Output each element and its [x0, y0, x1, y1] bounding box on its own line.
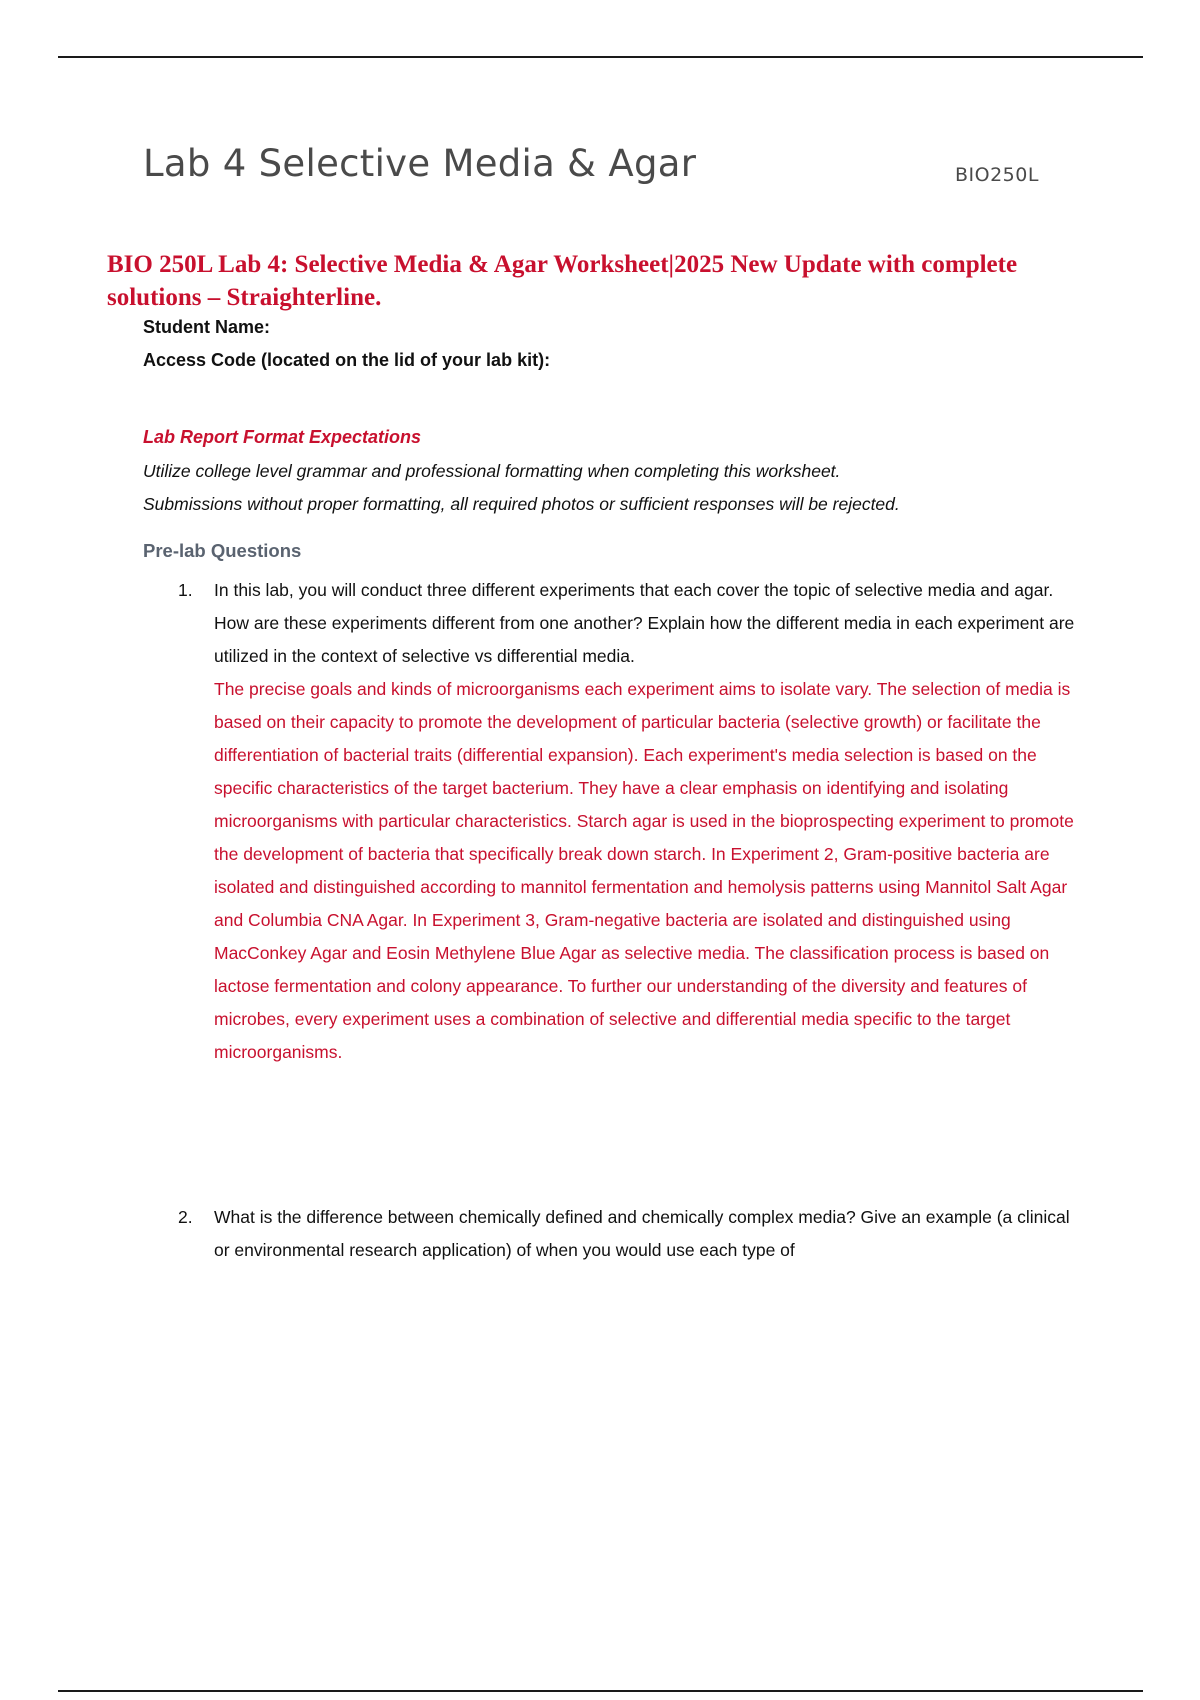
question-text: What is the difference between chemically defined and chemically complex media? Give an example (a clinical or environmental research application) of when you would use each type of [214, 1207, 1070, 1260]
document-heading: BIO 250L Lab 4: Selective Media & Agar Worksheet|2025 New Update with complete solutions – Straighterline. [107, 251, 1018, 311]
course-code: BIO250L [955, 164, 1039, 186]
question-item [178, 574, 1078, 1069]
question-number: 2. [178, 1207, 193, 1227]
answer-text: The precise goals and kinds of microorganisms each experiment aims to isolate vary. The selection of media is based on their capacity to promote the development of particular bacteria (selective growth) or facilitate the differentiation of bacterial traits (differential expansion). Each experiment's media selection is based on the specific characteristics of the target bacterium. They have a clear emphasis on identifying and isolating microorganisms with particular characteristics. Starch agar is used in the bioprospecting experiment to promote the development of bacteria that specifically break down starch. In Experiment 2, Gram-positive bacteria are isolated and distinguished according to mannitol fermentation and hemolysis patterns using Mannitol Salt Agar and Columbia CNA Agar. In Experiment 3, Gram-negative bacteria are isolated and distinguished using MacConkey Agar and Eosin Methylene Blue Agar as selective media. The classification process is based on lactose fermentation and colony appearance. To further our understanding of the diversity and features of microbes, every experiment uses a combination of selective and differential media specific to the target microorganisms. [214, 679, 1074, 1062]
question-item [178, 1201, 1078, 1267]
question-number: 1. [178, 580, 193, 600]
format-expectation-line: Submissions without proper formatting, all required photos or sufficient responses will be rejected. [143, 494, 900, 514]
question-text: In this lab, you will conduct three different experiments that each cover the topic of selective media and agar. How are these experiments different from one another? Explain how the different media in each experiment are utilized in the context of selective vs differential media. [214, 580, 1075, 666]
header-title: Lab 4 Selective Media & Agar [143, 142, 697, 185]
prelab-questions-title: Pre-lab Questions [143, 540, 302, 561]
access-code-label: Access Code (located on the lid of your lab kit): [143, 350, 551, 370]
format-expectation-line: Utilize college level grammar and professional formatting when completing this worksheet. [143, 461, 841, 481]
format-expectations-title: Lab Report Format Expectations [143, 427, 422, 447]
question-body [214, 1201, 1078, 1267]
top-rule [58, 56, 1143, 58]
student-name-label: Student Name: [143, 317, 271, 337]
bottom-rule [58, 1690, 1143, 1692]
question-body [214, 574, 1078, 1069]
